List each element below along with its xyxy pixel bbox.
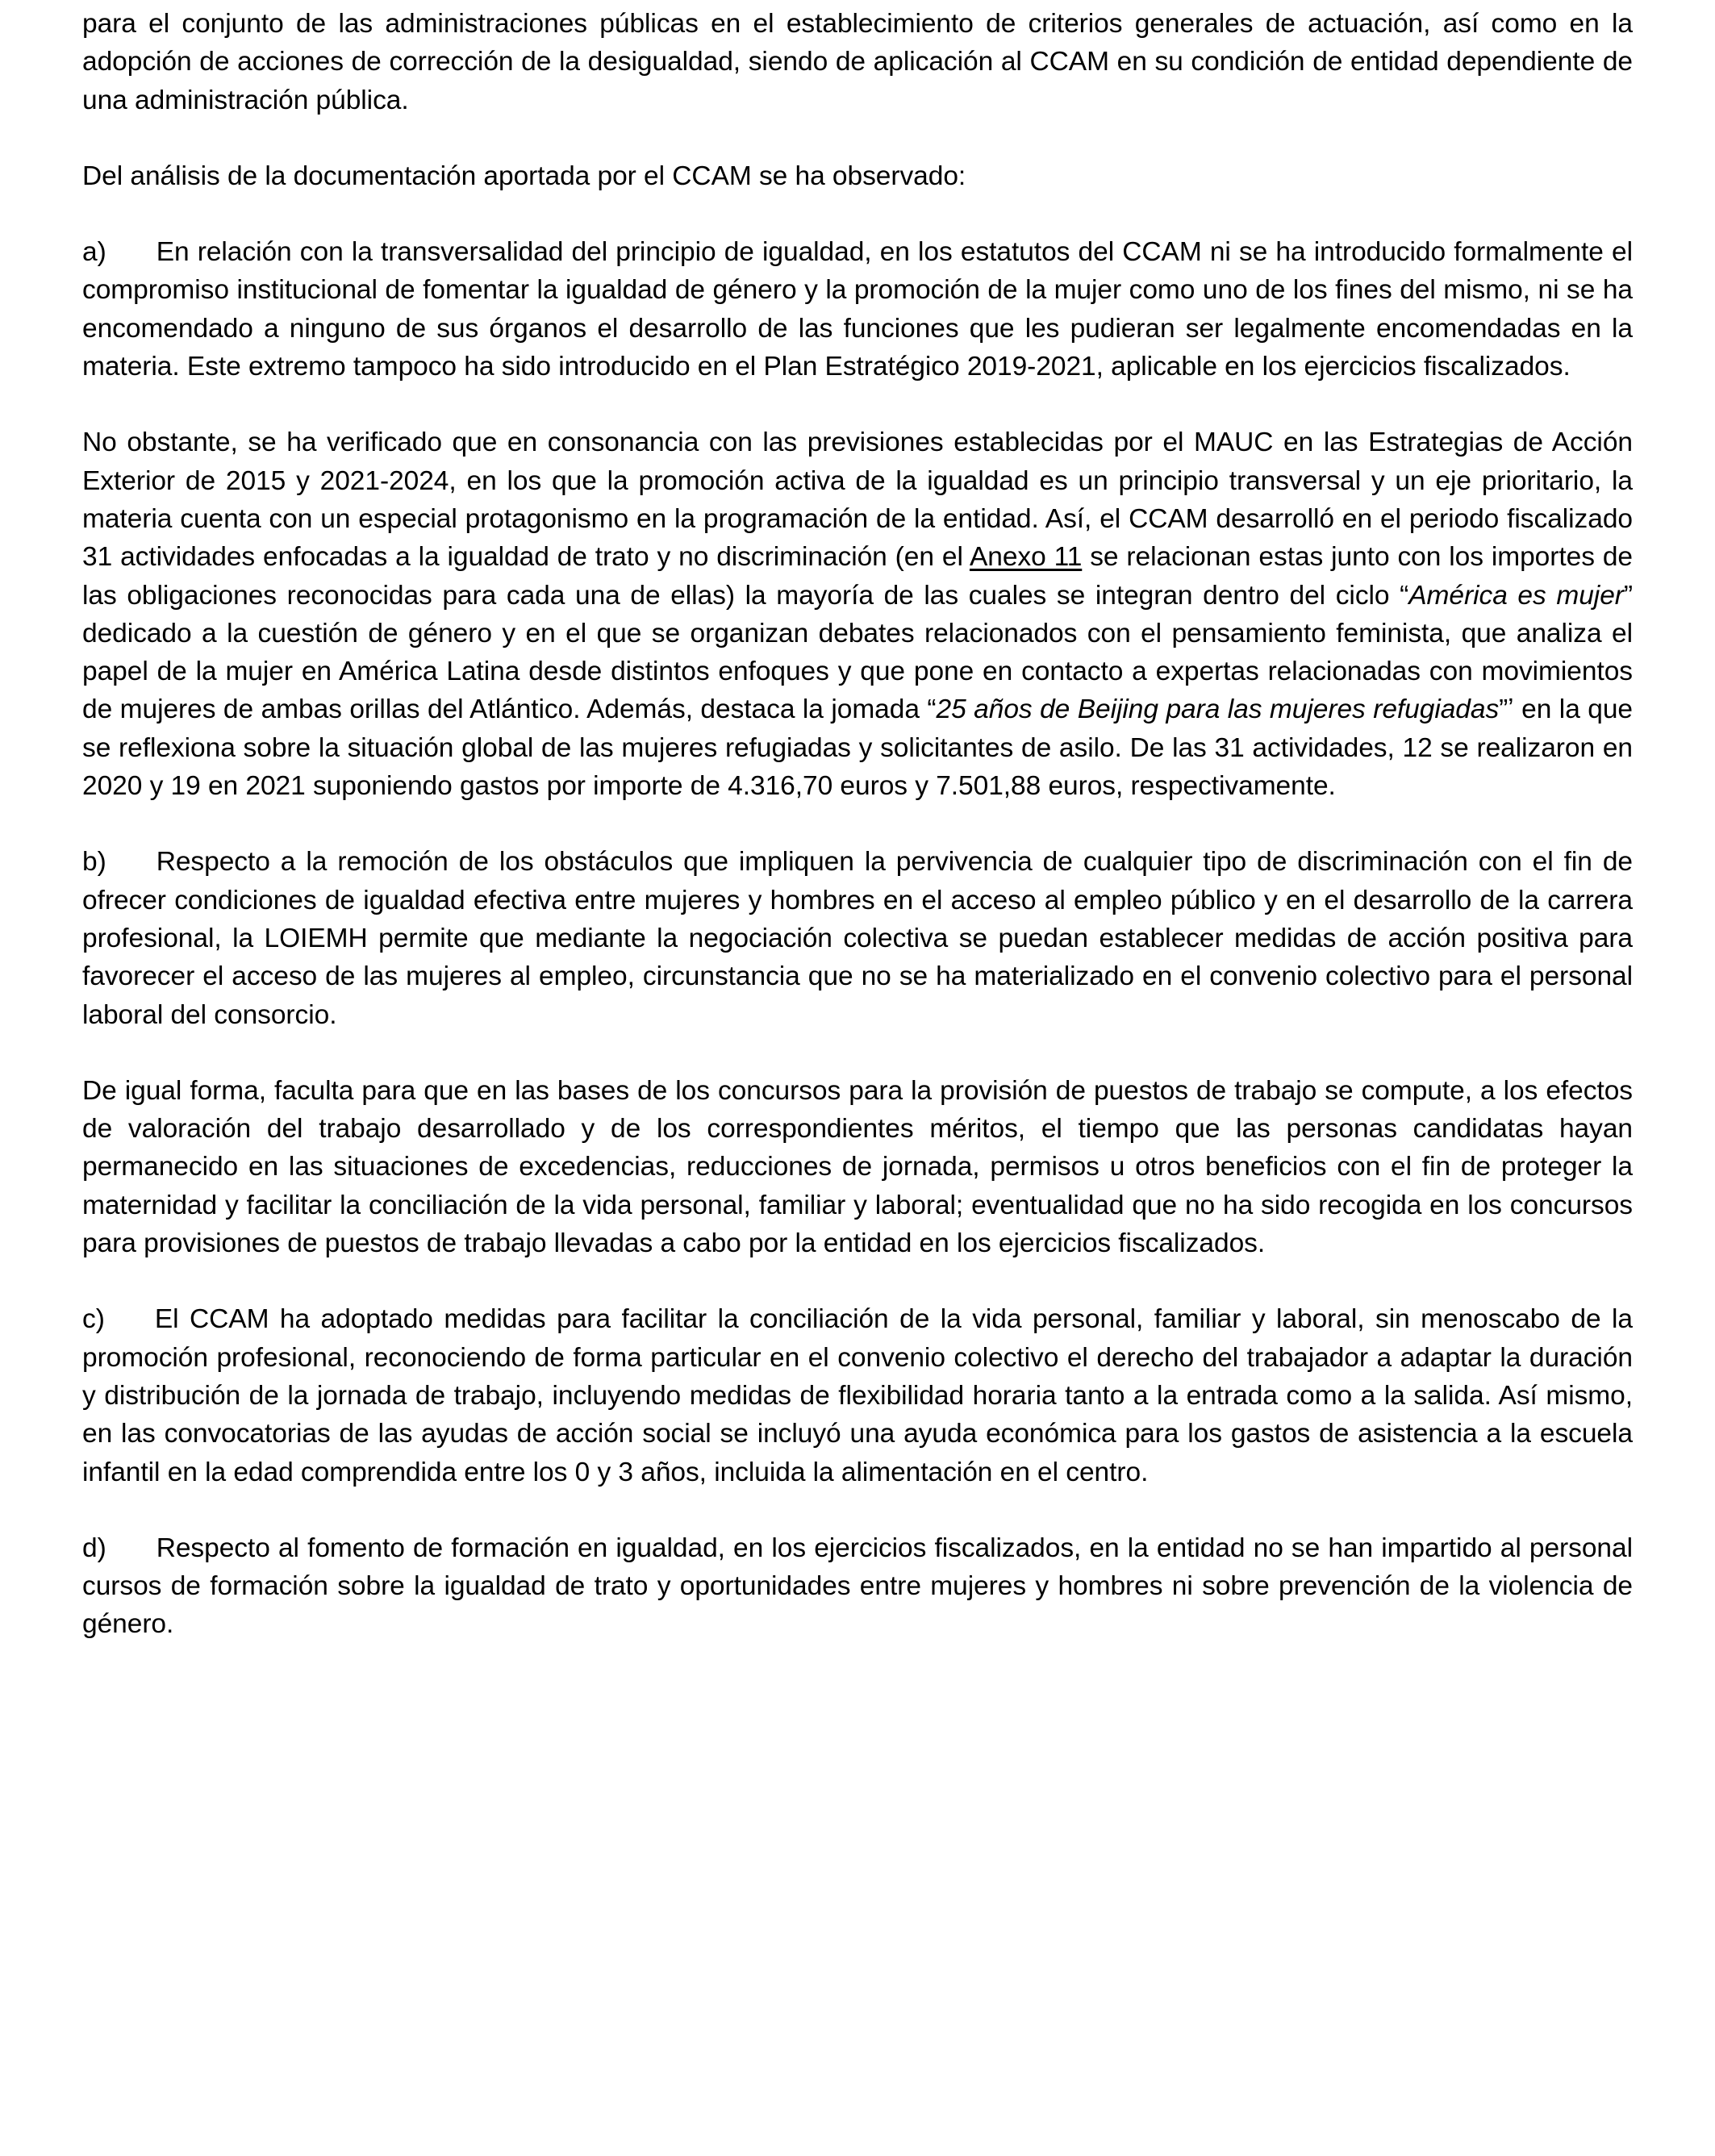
item-marker-a: a)	[82, 237, 106, 268]
event-title-25-anos-de-beijing: 25 años de Beijing para las mujeres refugiadas	[936, 694, 1500, 725]
lettered-item-d	[82, 1529, 1633, 1644]
item-marker-b: b)	[82, 847, 106, 878]
item-marker-c: c)	[82, 1304, 105, 1335]
cycle-title-america-es-mujer: América es mujer	[1408, 580, 1624, 611]
paragraph-intro-continuation: para el conjunto de las administraciones públicas en el establecimiento de criterios generales de actuación, así como en la adopción de acciones de corrección de la desigualdad, siendo de aplicación al CCAM en su condición de entidad dependiente de una administración pública.	[82, 9, 1633, 115]
item-text-b: Respecto a la remoción de los obstáculos que impliquen la pervivencia de cualquier tipo de discriminación con el fin de ofrecer condiciones de igualdad efectiva entre mujeres y hombres en el acceso al empleo público y en el desarrollo de la carrera profesional, la LOIEMH permite que mediante la negociación colectiva se puedan establecer medidas de acción positiva para favorecer el acceso de las mujeres al empleo, circunstancia que no se ha materializado en el convenio colectivo para el personal laboral del consorcio.	[82, 847, 1633, 1030]
paragraph-mauc-strategies	[82, 423, 1633, 805]
segment-text-1: No obstante, se ha verificado que en consonancia con las previsiones establecidas por el MAUC en las Estrategias de Acción Exterior de 2015 y 2021-2024, en los que la promoción activa de la igualdad es un principio transversal y un eje prioritario, la materia cuenta con un especial protagonismo en la programación de la entidad. Así, el CCAM desarrolló en el periodo fiscalizado 31 actividades enfocadas a la igualdad de trato y no discriminación (en el	[82, 427, 1633, 573]
lettered-item-b	[82, 843, 1633, 1033]
lettered-item-a	[82, 233, 1633, 386]
segment-text-2: se relacionan estas junto con los importes de las obligaciones reconocidas para cada una de ellas) la mayoría de las cuales se integran dentro del ciclo “	[82, 542, 1633, 611]
item-text-d: Respecto al fomento de formación en igualdad, en los ejercicios fiscalizados, en la entidad no se han impartido al personal cursos de formación sobre la igualdad de trato y oportunidades entre mujeres y hombres ni sobre prevención de la violencia de género.	[82, 1533, 1633, 1640]
paragraph-competition-bases: De igual forma, faculta para que en las bases de los concursos para la provisión de puestos de trabajo se compute, a los efectos de valoración del trabajo desarrollado y de los correspondientes méritos, el tiempo que las personas candidatas hayan permanecido en las situaciones de excedencias, reducciones de jornada, permisos u otros beneficios con el fin de proteger la maternidad y facilitar la conciliación de la vida personal, familiar y laboral; eventualidad que no ha sido recogida en los concursos para provisiones de puestos de trabajo llevadas a cabo por la entidad en los ejercicios fiscalizados.	[82, 1075, 1633, 1259]
annex-reference-link[interactable]: Anexo 11	[969, 542, 1083, 573]
item-marker-d: d)	[82, 1533, 106, 1563]
paragraph-analysis-lead-in: Del análisis de la documentación aportada por el CCAM se ha observado:	[82, 161, 966, 191]
segment-text-3: ” dedicado a la cuestión de género y en el que se organizan debates relacionados con el pensamiento feminista, que analiza el papel de la mujer en América Latina desde distintos enfoques y que pone en contacto a expertas relacionadas con movimientos de mujeres de ambas orillas del Atlántico. Además, destaca la jomada “	[82, 580, 1633, 725]
segment-text-4: ”ʼ en la que se reflexiona sobre la situación global de las mujeres refugiadas y solicitantes de asilo. De las 31 actividades, 12 se realizaron en 2020 y 19 en 2021 suponiendo gastos por importe de 4.316,70 euros y 7.501,88 euros, respectivamente.	[82, 694, 1633, 802]
lettered-item-c	[82, 1300, 1633, 1491]
document-text-body	[82, 5, 1633, 1644]
item-text-c: El CCAM ha adoptado medidas para facilitar la conciliación de la vida personal, familiar y laboral, sin menoscabo de la promoción profesional, reconociendo de forma particular en el convenio colectivo el derecho del trabajador a adaptar la duración y distribución de la jornada de trabajo, incluyendo medidas de flexibilidad horaria tanto a la entrada como a la salida. Así mismo, en las convocatorias de las ayudas de acción social se incluyó una ayuda económica para los gastos de asistencia a la escuela infantil en la edad comprendida entre los 0 y 3 años, incluida la alimentación en el centro.	[82, 1304, 1633, 1487]
item-text-a: En relación con la transversalidad del principio de igualdad, en los estatutos del CCAM ni se ha introducido formalmente el compromiso institucional de fomentar la igualdad de género y la promoción de la mujer como uno de los fines del mismo, ni se ha encomendado a ninguno de sus órganos el desarrollo de las funciones que les pudieran ser legalmente encomendadas en la materia. Este extremo tampoco ha sido introducido en el Plan Estratégico 2019-2021, aplicable en los ejercicios fiscalizados.	[82, 237, 1633, 382]
